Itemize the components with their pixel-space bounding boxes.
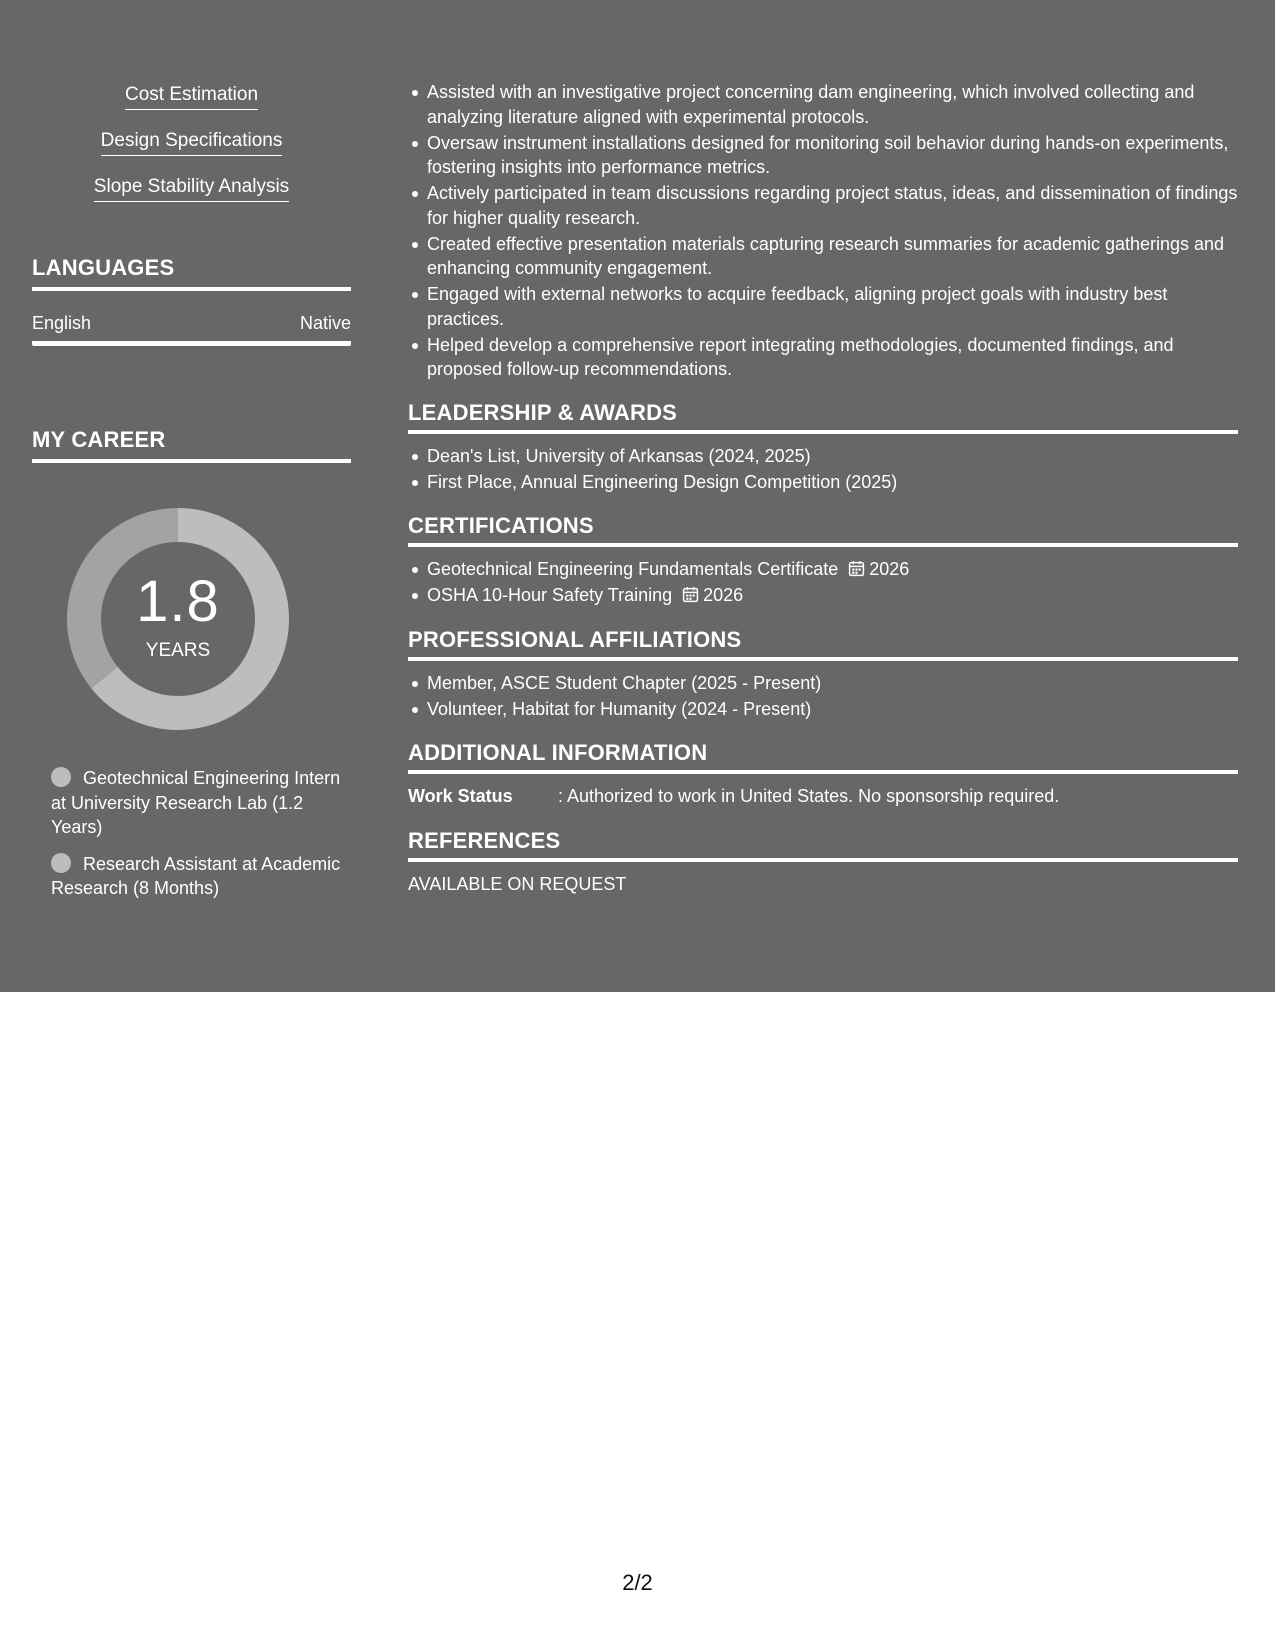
right-column: [408, 80, 1238, 895]
skill-tag: Cost Estimation: [125, 84, 258, 110]
languages-heading: LANGUAGES: [32, 255, 351, 291]
certification-item: [427, 583, 1238, 608]
language-row: [32, 313, 351, 346]
experience-bullet: Actively participated in team discussions regarding project status, ideas, and dissemination of findings for higher quality research.: [427, 181, 1238, 230]
career-legend-label: Geotechnical Engineering Intern at University Research Lab (1.2 Years): [51, 768, 341, 837]
leadership-list: [408, 444, 1238, 495]
work-status-value: : Authorized to work in United States. No sponsorship required.: [558, 786, 1060, 806]
certification-name: OSHA 10-Hour Safety Training: [427, 585, 673, 605]
calendar-icon: [848, 560, 865, 577]
references-text: AVAILABLE ON REQUEST: [408, 874, 627, 894]
leadership-item: First Place, Annual Engineering Design Competition (2025): [427, 470, 1238, 495]
skills-list: [32, 84, 351, 222]
leadership-item: Dean's List, University of Arkansas (2024, 2025): [427, 444, 1238, 469]
legend-dot-icon: [51, 767, 71, 787]
references-heading: REFERENCES: [408, 828, 1238, 862]
language-level: Native: [299, 313, 351, 333]
leadership-heading: LEADERSHIP & AWARDS: [408, 400, 1238, 434]
affiliations-list: [408, 671, 1238, 722]
work-status-label: Work Status: [408, 786, 513, 806]
skill-tag: Design Specifications: [101, 130, 283, 156]
career-legend-label: Research Assistant at Academic Research (8 Months): [51, 853, 341, 898]
certification-year: 2026: [703, 585, 744, 605]
experience-bullet: Helped develop a comprehensive report integrating methodologies, documented findings, and proposed follow-up recommendations.: [427, 333, 1238, 382]
experience-bullet: Oversaw instrument installations designed for monitoring soil behavior during hands-on experiments, fostering insights into performance metrics.: [427, 131, 1238, 180]
work-status-row: [408, 784, 1238, 808]
language-name: English: [32, 313, 92, 333]
certifications-list: [408, 557, 1238, 608]
additional-info-heading: ADDITIONAL INFORMATION: [408, 740, 1238, 774]
certification-name: Geotechnical Engineering Fundamentals Certificate: [427, 559, 839, 579]
affiliation-item: Volunteer, Habitat for Humanity (2024 - Present): [427, 697, 1238, 722]
certifications-heading: CERTIFICATIONS: [408, 513, 1238, 547]
career-legend: [51, 766, 351, 913]
skill-tag: Slope Stability Analysis: [94, 176, 289, 202]
career-legend-item: [51, 766, 351, 840]
experience-bullet: Engaged with external networks to acquire feedback, aligning project goals with industry best practices.: [427, 282, 1238, 331]
page-number: 2/2: [622, 1570, 653, 1595]
experience-bullets: [408, 80, 1238, 382]
affiliation-item: Member, ASCE Student Chapter (2025 - Present): [427, 671, 1238, 696]
career-total-value: 1.8: [136, 569, 220, 634]
experience-bullet: Assisted with an investigative project concerning dam engineering, which involved collecting and analyzing literature aligned with experimental protocols.: [427, 80, 1238, 129]
career-legend-item: [51, 852, 351, 901]
certification-item: [427, 557, 1238, 582]
certification-year: 2026: [869, 559, 910, 579]
experience-bullet: Created effective presentation materials capturing research summaries for academic gatherings and enhancing community engagement.: [427, 232, 1238, 281]
career-total-unit: YEARS: [145, 640, 211, 661]
affiliations-heading: PROFESSIONAL AFFILIATIONS: [408, 627, 1238, 661]
legend-dot-icon: [51, 853, 71, 873]
calendar-icon: [682, 586, 699, 603]
career-heading: MY CAREER: [32, 427, 351, 463]
